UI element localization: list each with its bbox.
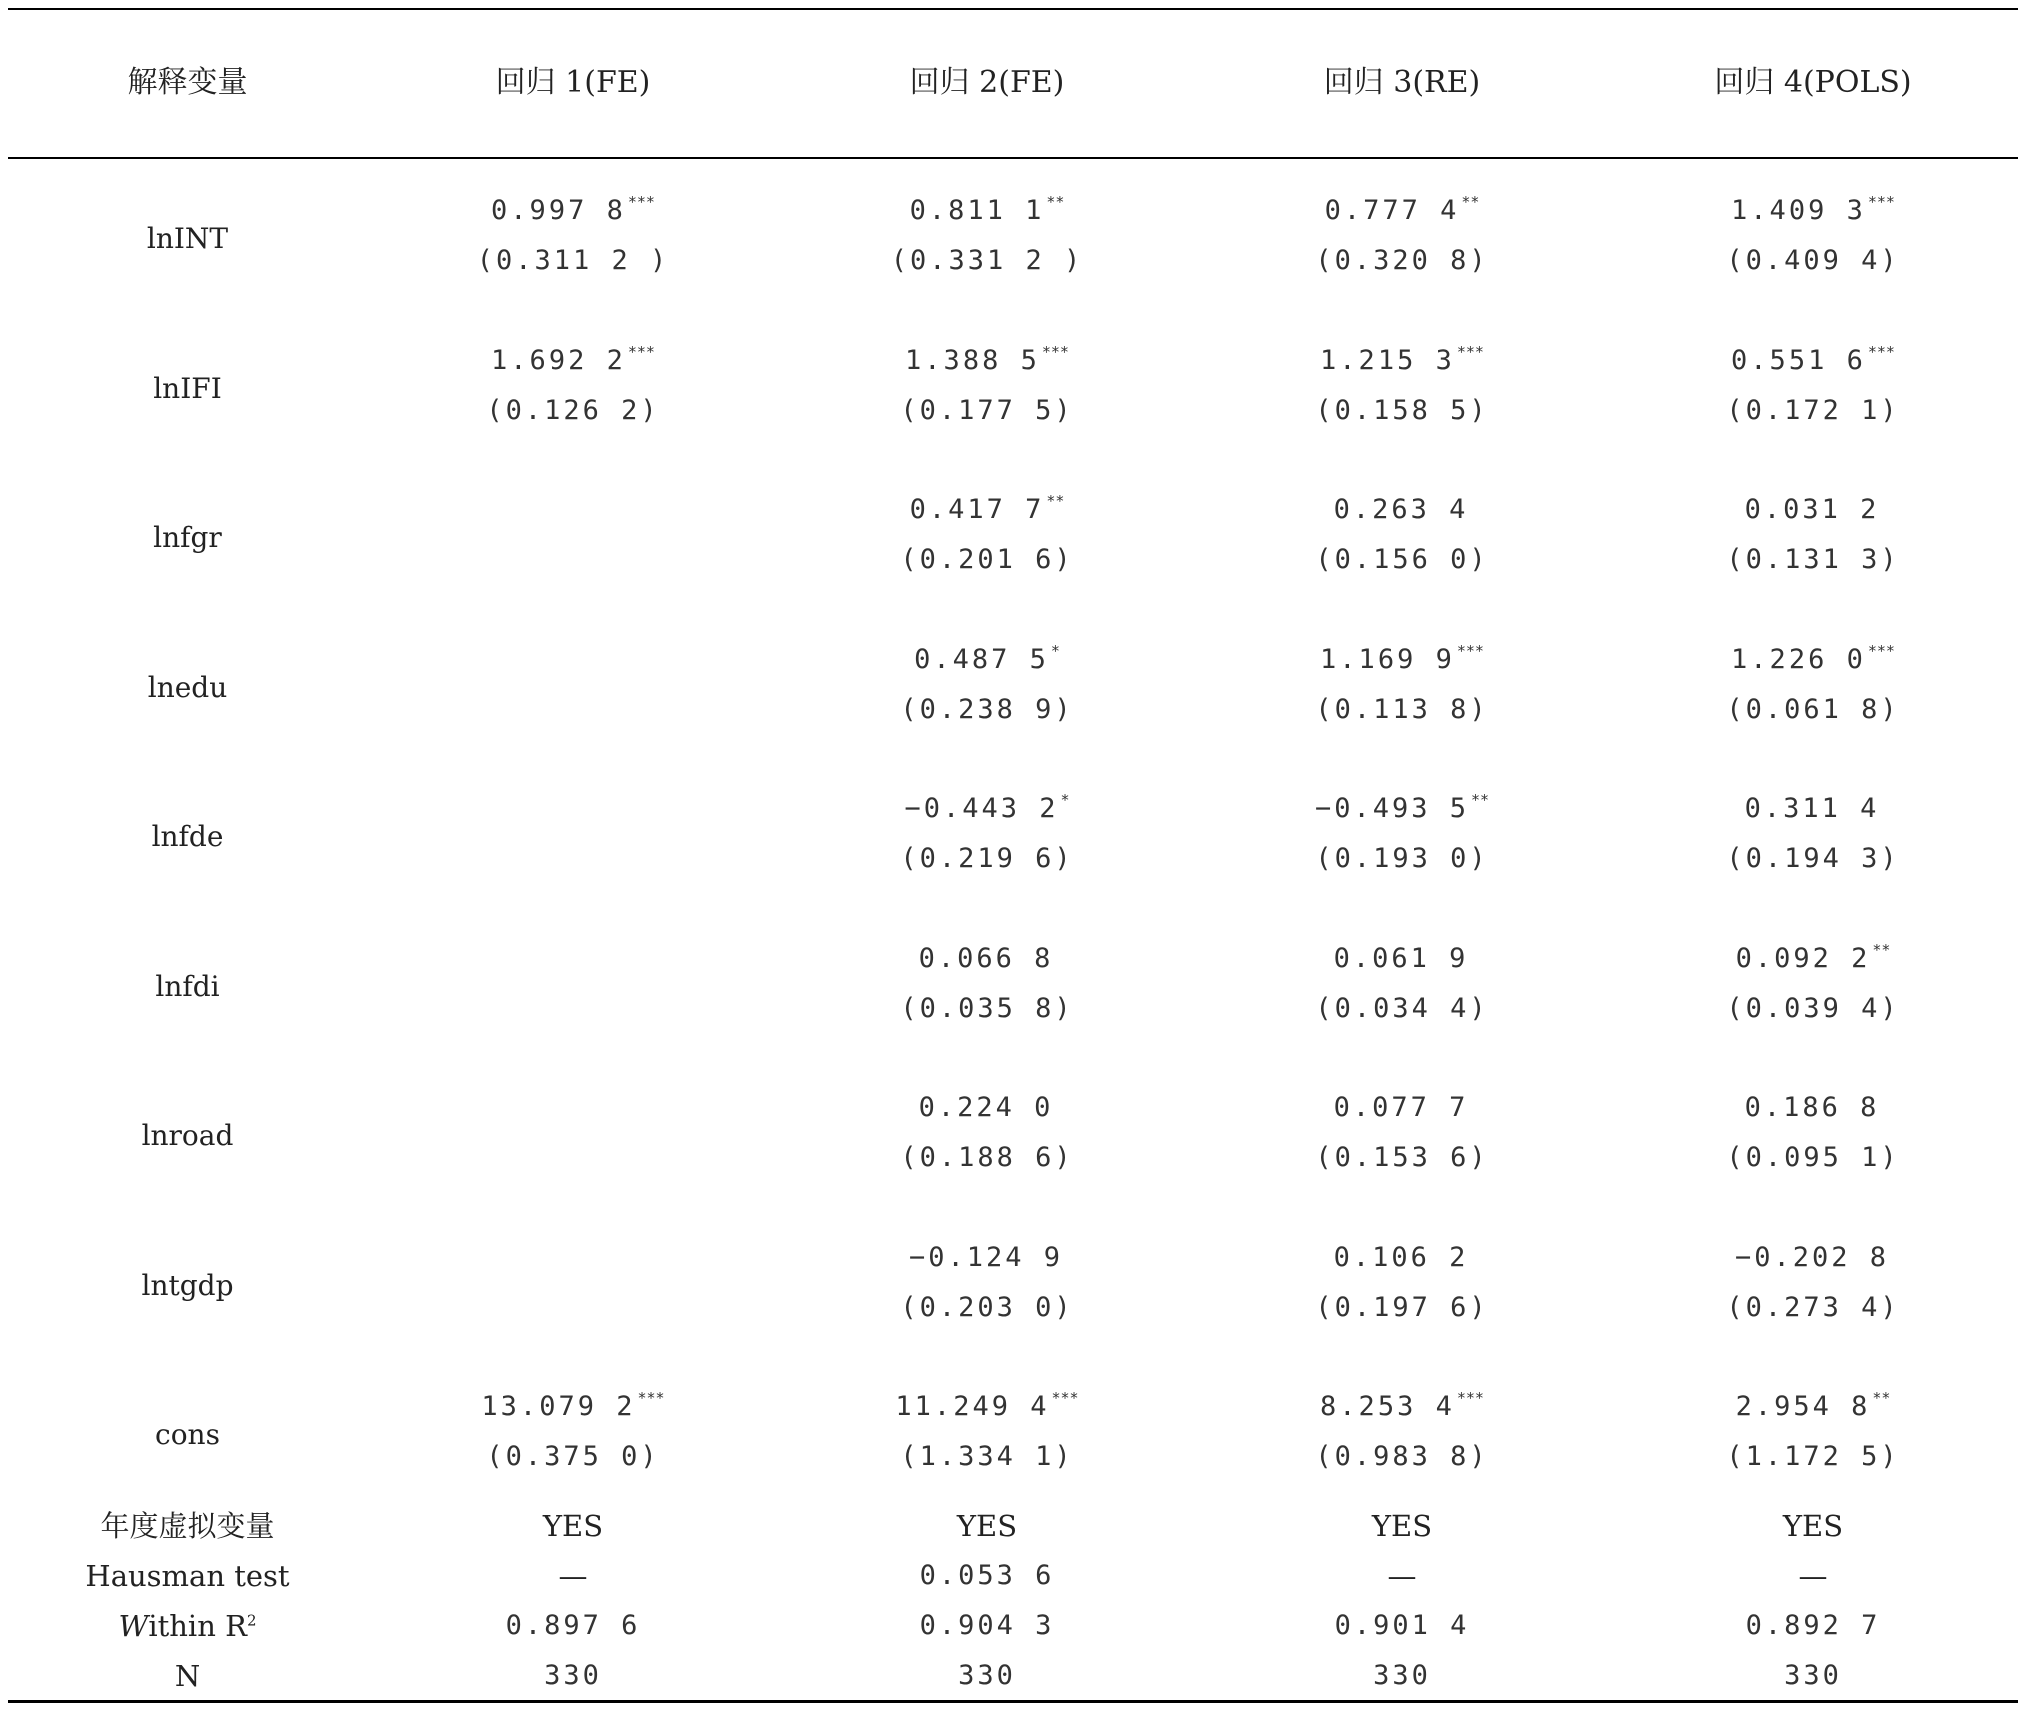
footer-value: 330 <box>1784 1660 1842 1691</box>
standard-error-cell: (0.153 6) <box>1315 1142 1489 1173</box>
standard-error-cell: (0.156 0) <box>1315 544 1489 575</box>
standard-error-cell: (0.983 8) <box>1315 1441 1489 1472</box>
coefficient-value: 0.811 1 <box>909 195 1045 226</box>
coefficient-value: 8.253 4 <box>1320 1391 1455 1422</box>
footer-label-text: N <box>174 1659 201 1693</box>
significance-stars: ** <box>1872 1389 1891 1407</box>
coefficient-cell <box>1648 1242 1978 1271</box>
coefficient-cell <box>1648 195 1978 224</box>
coefficient-value: 0.186 8 <box>1744 1092 1880 1123</box>
coefficient-cell <box>1648 1391 1978 1420</box>
coefficient-cell <box>822 342 1152 376</box>
footer-label-superscript: 2 <box>246 1611 257 1630</box>
standard-error-cell: (0.039 4) <box>1726 992 1900 1024</box>
coefficient-value: 2.954 8 <box>1735 1391 1871 1422</box>
variable-name: lnfdi <box>155 969 220 1003</box>
coefficient-cell <box>408 943 738 972</box>
standard-error-cell: (0.375 0) <box>486 1441 660 1472</box>
coefficient-cell <box>1237 943 1567 972</box>
coefficient-value: 0.487 5 <box>914 643 1049 675</box>
standard-error-cell: (0.201 6) <box>900 544 1074 575</box>
coefficient-value: 0.106 2 <box>1333 1241 1469 1273</box>
footer-value: — <box>1387 1559 1417 1593</box>
coefficient-cell <box>1648 641 1978 675</box>
variable-name: lntgdp <box>141 1268 234 1302</box>
coefficient-cell <box>1648 1092 1978 1121</box>
coefficient-value: 1.169 9 <box>1320 643 1455 675</box>
footer-value: YES <box>1371 1509 1433 1543</box>
coefficient-cell <box>408 1092 738 1121</box>
coefficient-cell <box>408 494 738 523</box>
footer-label-text: Hausman test <box>85 1559 290 1593</box>
variable-name: lnIFI <box>153 371 222 405</box>
standard-error-cell: (0.311 2 ) <box>476 245 670 276</box>
standard-error-cell: (0.131 3) <box>1726 544 1900 575</box>
footer-value: 330 <box>958 1660 1016 1691</box>
significance-stars: *** <box>1867 342 1895 361</box>
footer-value: 0.901 4 <box>1334 1610 1470 1641</box>
standard-error-cell: (0.193 0) <box>1315 843 1489 874</box>
standard-error-cell: (0.331 2 ) <box>890 245 1084 276</box>
coefficient-cell <box>1237 195 1567 224</box>
standard-error-cell: (0.194 3) <box>1726 843 1900 874</box>
footer-value: YES <box>1782 1509 1844 1543</box>
coefficient-cell <box>408 195 738 224</box>
footer-label <box>25 1559 350 1593</box>
significance-stars: *** <box>1456 1389 1484 1407</box>
coefficient-value: 1.409 3 <box>1731 195 1866 226</box>
standard-error-cell: (0.035 8) <box>900 992 1074 1024</box>
variable-name: lnfgr <box>153 521 222 554</box>
coefficient-value: 1.388 5 <box>905 344 1040 376</box>
footer-value: — <box>1798 1559 1828 1593</box>
coefficient-value: 0.997 8 <box>491 195 626 226</box>
variable-name: lnroad <box>141 1119 234 1152</box>
significance-stars: ** <box>1046 193 1065 211</box>
coefficient-value: −0.443 2 <box>904 793 1059 824</box>
footer-value: 0.053 6 <box>919 1560 1055 1591</box>
significance-stars: ** <box>1872 940 1891 959</box>
coefficient-value: 13.079 2 <box>481 1391 636 1422</box>
significance-stars: * <box>1050 641 1060 660</box>
standard-error-cell: (0.188 6) <box>900 1142 1074 1173</box>
coefficient-value: 0.777 4 <box>1324 195 1460 226</box>
significance-stars: ** <box>1470 791 1490 809</box>
footer-value: YES <box>956 1509 1018 1543</box>
significance-stars: ** <box>1461 193 1480 211</box>
coefficient-value: 0.263 4 <box>1333 494 1469 525</box>
significance-stars: *** <box>1867 193 1895 211</box>
header-rule <box>8 157 2018 159</box>
significance-stars: *** <box>1041 342 1069 361</box>
coefficient-value: 0.066 8 <box>918 942 1054 974</box>
variable-name: lnINT <box>146 222 229 255</box>
standard-error-cell: (0.034 4) <box>1315 992 1489 1024</box>
coefficient-value: 1.226 0 <box>1731 643 1866 675</box>
bottom-rule <box>8 1700 2018 1703</box>
coefficient-cell <box>822 195 1152 224</box>
significance-stars: *** <box>627 193 655 211</box>
coefficient-value: 0.092 2 <box>1735 942 1871 974</box>
coefficient-value: 0.311 4 <box>1744 793 1880 824</box>
standard-error-cell: (0.273 4) <box>1726 1291 1900 1323</box>
coefficient-cell <box>408 342 738 376</box>
header-regression-1: 回归 1(FE) <box>495 65 651 100</box>
footer-label <box>25 1659 350 1693</box>
coefficient-cell <box>822 641 1152 675</box>
coefficient-cell <box>1237 1391 1567 1420</box>
footer-value: 0.892 7 <box>1745 1610 1881 1641</box>
significance-stars: ** <box>1046 492 1065 510</box>
coefficient-cell <box>822 793 1152 822</box>
footer-value: — <box>558 1559 588 1593</box>
coefficient-cell <box>822 1391 1152 1420</box>
significance-stars: *** <box>627 342 655 361</box>
footer-value: 330 <box>1373 1660 1431 1691</box>
footer-value: 0.904 3 <box>919 1610 1055 1641</box>
coefficient-cell <box>408 1242 738 1271</box>
coefficient-cell <box>1237 342 1567 376</box>
coefficient-cell <box>822 943 1152 972</box>
standard-error-cell: (0.238 9) <box>900 693 1074 725</box>
standard-error-cell: (1.172 5) <box>1726 1441 1900 1472</box>
coefficient-cell <box>822 494 1152 523</box>
coefficient-cell <box>1237 793 1567 822</box>
coefficient-cell <box>408 644 738 673</box>
variable-name: lnedu <box>147 670 228 704</box>
variable-name: lnfde <box>151 820 224 853</box>
coefficient-cell <box>822 1092 1152 1121</box>
coefficient-value: 0.417 7 <box>909 494 1045 525</box>
standard-error-cell: (0.095 1) <box>1726 1142 1900 1173</box>
standard-error-cell: (0.320 8) <box>1315 245 1489 276</box>
coefficient-cell <box>1648 940 1978 974</box>
coefficient-value: 1.215 3 <box>1320 344 1455 376</box>
coefficient-value: 0.031 2 <box>1744 494 1880 525</box>
standard-error-cell: (0.409 4) <box>1726 245 1900 276</box>
variable-name: cons <box>155 1418 220 1451</box>
footer-label <box>25 1509 350 1543</box>
footer-label <box>25 1609 350 1643</box>
standard-error-cell: (0.177 5) <box>900 394 1074 426</box>
footer-label-text: 年度虚拟变量 <box>100 1509 275 1543</box>
footer-value: YES <box>542 1509 604 1543</box>
significance-stars: *** <box>637 1389 665 1407</box>
header-regression-4: 回归 4(POLS) <box>1714 65 1912 100</box>
footer-label-text: Within R <box>118 1609 247 1643</box>
significance-stars: *** <box>1867 641 1895 660</box>
header-regression-3: 回归 3(RE) <box>1323 65 1481 100</box>
coefficient-cell <box>1237 1242 1567 1271</box>
coefficient-value: −0.202 8 <box>1734 1241 1890 1273</box>
standard-error-cell: (0.158 5) <box>1315 394 1489 426</box>
coefficient-value: 0.224 0 <box>918 1092 1054 1123</box>
coefficient-value: 0.061 9 <box>1333 942 1469 974</box>
significance-stars: *** <box>1456 342 1484 361</box>
standard-error-cell: (0.126 2) <box>486 394 660 426</box>
coefficient-cell <box>1648 494 1978 523</box>
footer-value: 330 <box>544 1660 602 1691</box>
coefficient-value: −0.493 5 <box>1314 793 1469 824</box>
header-explanatory-variable: 解释变量 <box>127 65 248 100</box>
coefficient-cell <box>1237 494 1567 523</box>
coefficient-cell <box>1648 342 1978 376</box>
standard-error-cell: (0.203 0) <box>900 1291 1074 1323</box>
coefficient-cell <box>1648 793 1978 822</box>
coefficient-value: 1.692 2 <box>491 344 626 376</box>
standard-error-cell: (0.172 1) <box>1726 394 1900 426</box>
coefficient-cell <box>822 1242 1152 1271</box>
coefficient-value: 11.249 4 <box>895 1391 1050 1422</box>
header-regression-2: 回归 2(FE) <box>909 65 1065 100</box>
standard-error-cell: (0.219 6) <box>900 843 1074 874</box>
coefficient-value: −0.124 9 <box>908 1241 1064 1273</box>
standard-error-cell: (1.334 1) <box>900 1441 1074 1472</box>
standard-error-cell: (0.197 6) <box>1315 1291 1489 1323</box>
standard-error-cell: (0.061 8) <box>1726 693 1900 725</box>
coefficient-cell <box>1237 1092 1567 1121</box>
significance-stars: * <box>1060 791 1070 809</box>
coefficient-cell <box>408 1391 738 1420</box>
coefficient-value: 0.551 6 <box>1731 344 1866 376</box>
coefficient-cell <box>1237 641 1567 675</box>
coefficient-value: 0.077 7 <box>1333 1092 1469 1123</box>
standard-error-cell: (0.113 8) <box>1315 693 1489 725</box>
coefficient-cell <box>408 793 738 822</box>
significance-stars: *** <box>1456 641 1484 660</box>
significance-stars: *** <box>1051 1389 1079 1407</box>
footer-value: 0.897 6 <box>505 1610 641 1641</box>
top-rule <box>8 8 2018 10</box>
